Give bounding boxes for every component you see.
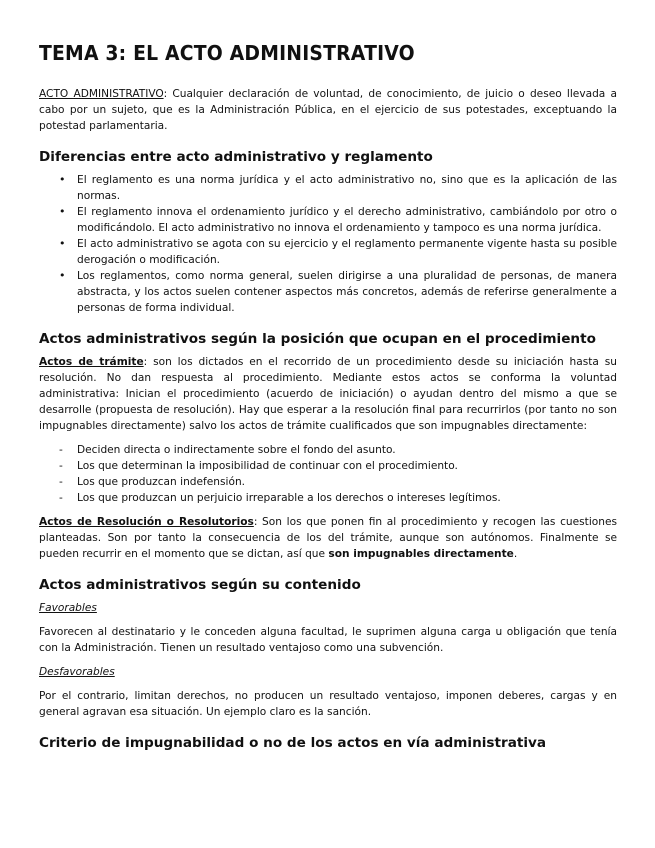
resolucion-paragraph: [39, 514, 617, 562]
intro-paragraph: [39, 86, 617, 134]
list-item: • Los reglamentos, como norma general, suelen dirigirse a una pluralidad de personas, de manera abstracta, y los actos suelen contener aspectos más concretos, además de referirse generalmente a personas de forma individual.: [77, 268, 617, 316]
favorables-label: Favorables: [39, 602, 97, 614]
resolucion-bold: son impugnables directamente: [328, 548, 514, 560]
document-page: [39, 40, 617, 758]
desfavorables-label: Desfavorables: [39, 666, 115, 678]
section-heading-differences: Diferencias entre acto administrativo y reglamento: [39, 149, 433, 165]
favorables-paragraph: Favorecen al destinatario y le conceden alguna facultad, le suprimen alguna carga u obligación que tenía con la Administración. Tienen un resultado ventajoso como una subvención.: [39, 626, 617, 654]
resolucion-end: .: [513, 548, 518, 560]
list-item: - Deciden directa o indirectamente sobre el fondo del asunto.: [77, 442, 617, 458]
tramite-paragraph: [39, 354, 617, 434]
section-heading-impugnability: Criterio de impugnabilidad o no de los actos en vía administrativa: [39, 735, 547, 751]
list-item: - Los que produzcan un perjuicio irreparable a los derechos o intereses legítimos.: [77, 490, 617, 506]
resolucion-term: Actos de Resolución o Resolutorios: [39, 516, 254, 528]
tramite-text: : son los dictados en el recorrido de un procedimiento desde su iniciación hasta su resolución. No dan respuesta al procedimiento. Mediante estos actos se conforma la voluntad administrativa: Inician el procedimiento (acuerdo de iniciación) o ayudan dentro del mismo a que se desarrolle (propuesta de resolución). Hay que esperar a la resolución final para recurrirlos (por tanto no son impugnables directamente) salvo los actos de trámite cualificados que son impugnables directamente:: [39, 356, 617, 432]
list-item: • El reglamento es una norma jurídica y el acto administrativo no, sino que es la aplicación de las normas.: [77, 172, 617, 204]
list-item: - Los que determinan la imposibilidad de continuar con el procedimiento.: [77, 458, 617, 474]
list-item: - Los que produzcan indefensión.: [77, 474, 617, 490]
differences-list: [39, 172, 617, 316]
tramite-term: Actos de trámite: [39, 356, 144, 368]
resolucion-text: : Son los que ponen fin al procedimiento y recogen las cuestiones planteadas. Son por tanto la consecuencia de los del trámite, aunque son autónomos. Finalmente se pueden recurrir en el momento que se dictan, así que: [39, 516, 617, 560]
intro-term: ACTO ADMINISTRATIVO: [39, 88, 164, 100]
section-heading-position: Actos administrativos según la posición que ocupan en el procedimiento: [39, 331, 596, 347]
list-item: • El reglamento innova el ordenamiento jurídico y el derecho administrativo, cambiándolo por otro o modificándolo. El acto administrativo no innova el ordenamiento y tampoco es una norma jurídica.: [77, 204, 617, 236]
desfavorables-paragraph: Por el contrario, limitan derechos, no producen un resultado ventajoso, imponen deberes, cargas y en general agravan esa situación. Un ejemplo claro es la sanción.: [39, 690, 617, 718]
qualified-acts-list: [39, 442, 617, 506]
list-item: • El acto administrativo se agota con su ejercicio y el reglamento permanente vigente hasta su posible derogación o modificación.: [77, 236, 617, 268]
section-heading-content: Actos administrativos según su contenido: [39, 577, 361, 593]
intro-text: : Cualquier declaración de voluntad, de conocimiento, de juicio o deseo llevada a cabo por un sujeto, que es la Administración Pública, en el ejercicio de sus potestades, exceptuando la potestad parlamentaria.: [39, 88, 617, 132]
page-title: TEMA 3: EL ACTO ADMINISTRATIVO: [39, 41, 415, 65]
